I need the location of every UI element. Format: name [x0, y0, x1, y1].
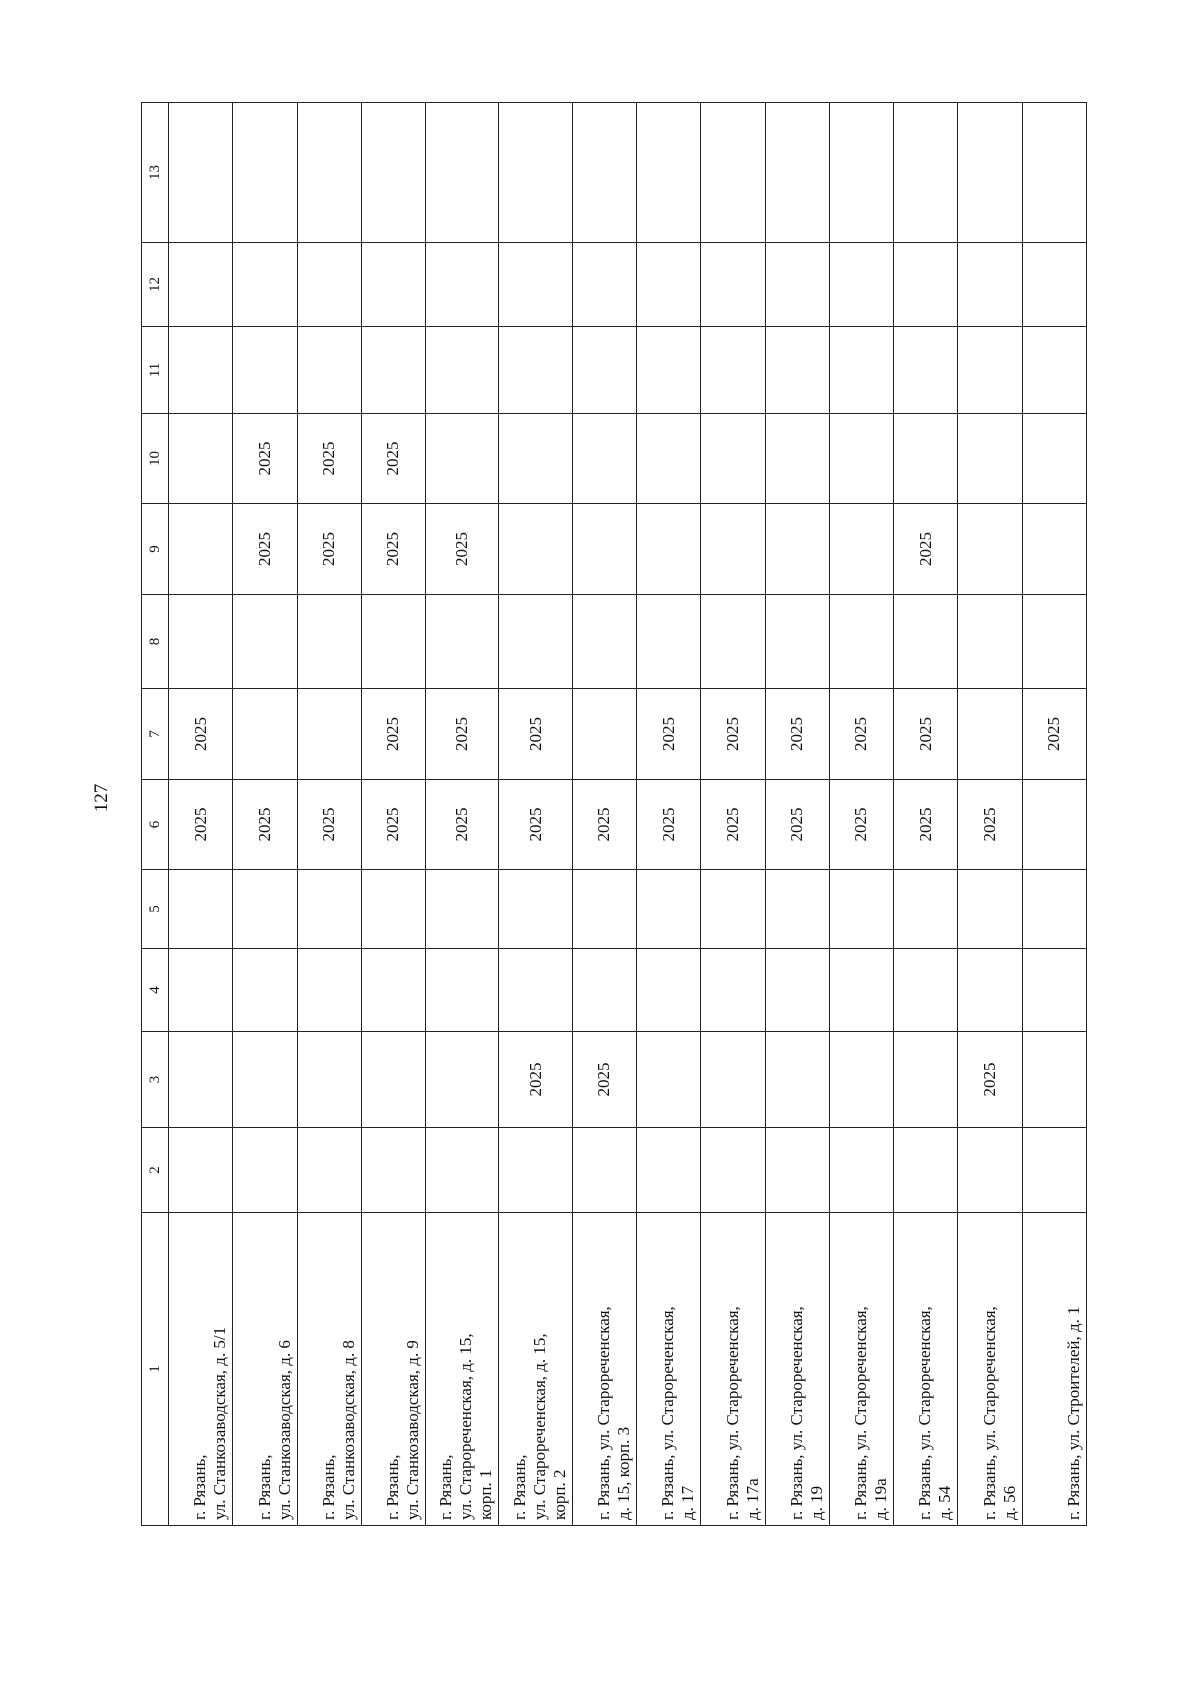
year-cell-col-6: 2025: [499, 780, 572, 870]
address-cell: г. Рязань, ул. Станкозаводская, д. 5/1: [169, 1213, 233, 1526]
year-cell-col-10: [1022, 414, 1086, 504]
year-cell-col-3: [829, 1032, 893, 1128]
year-cell-col-3: 2025: [572, 1032, 636, 1128]
year-cell-col-10: 2025: [233, 414, 297, 504]
year-cell-col-2: [426, 1128, 499, 1213]
year-cell-col-5: [169, 870, 233, 949]
year-cell-col-7: 2025: [829, 689, 893, 780]
year-cell-col-3: [169, 1032, 233, 1128]
year-cell-col-4: [701, 949, 765, 1032]
year-cell-col-4: [169, 949, 233, 1032]
year-cell-col-4: [829, 949, 893, 1032]
address-cell: г. Рязань, ул. Старореченская, д. 17а: [701, 1213, 765, 1526]
year-cell-col-11: [297, 327, 361, 414]
year-cell-col-4: [361, 949, 425, 1032]
year-cell-col-6: [1022, 780, 1086, 870]
table-row: [233, 103, 297, 1526]
year-cell-col-11: [499, 327, 572, 414]
column-header-6: 6: [142, 780, 169, 870]
year-cell-col-5: [572, 870, 636, 949]
year-cell-col-8: [1022, 595, 1086, 689]
year-cell-col-13: [829, 103, 893, 243]
year-cell-col-8: [701, 595, 765, 689]
address-cell: г. Рязань, ул. Станкозаводская, д. 9: [361, 1213, 425, 1526]
year-cell-col-13: [958, 103, 1022, 243]
year-cell-col-11: [637, 327, 701, 414]
year-cell-col-10: [499, 414, 572, 504]
year-cell-col-4: [894, 949, 958, 1032]
year-cell-col-12: [233, 243, 297, 327]
year-cell-col-10: 2025: [297, 414, 361, 504]
year-cell-col-11: [572, 327, 636, 414]
year-cell-col-2: [361, 1128, 425, 1213]
year-cell-col-12: [829, 243, 893, 327]
year-cell-col-2: [233, 1128, 297, 1213]
year-cell-col-9: [765, 504, 829, 595]
year-cell-col-10: [701, 414, 765, 504]
year-cell-col-13: [426, 103, 499, 243]
year-cell-col-4: [572, 949, 636, 1032]
year-cell-col-8: [765, 595, 829, 689]
year-cell-col-2: [572, 1128, 636, 1213]
year-cell-col-7: [572, 689, 636, 780]
year-cell-col-12: [499, 243, 572, 327]
year-cell-col-13: [765, 103, 829, 243]
year-cell-col-12: [361, 243, 425, 327]
year-cell-col-5: [958, 870, 1022, 949]
year-cell-col-7: 2025: [637, 689, 701, 780]
table-row: [297, 103, 361, 1526]
table-body: [169, 103, 1087, 1526]
year-cell-col-11: [233, 327, 297, 414]
year-cell-col-13: [499, 103, 572, 243]
year-cell-col-4: [637, 949, 701, 1032]
year-cell-col-13: [1022, 103, 1086, 243]
year-cell-col-3: 2025: [958, 1032, 1022, 1128]
year-cell-col-8: [958, 595, 1022, 689]
year-cell-col-10: [958, 414, 1022, 504]
year-cell-col-9: 2025: [297, 504, 361, 595]
year-cell-col-3: [637, 1032, 701, 1128]
year-cell-col-6: 2025: [701, 780, 765, 870]
year-cell-col-13: [361, 103, 425, 243]
table-row: [426, 103, 499, 1526]
year-cell-col-3: [1022, 1032, 1086, 1128]
column-header-2: 2: [142, 1128, 169, 1213]
year-cell-col-6: 2025: [572, 780, 636, 870]
year-cell-col-4: [765, 949, 829, 1032]
year-cell-col-12: [1022, 243, 1086, 327]
year-cell-col-12: [637, 243, 701, 327]
year-cell-col-7: [233, 689, 297, 780]
year-cell-col-5: [426, 870, 499, 949]
year-cell-col-7: 2025: [894, 689, 958, 780]
address-cell: г. Рязань, ул. Старореченская, д. 15, корп. 1: [426, 1213, 499, 1526]
year-cell-col-5: [233, 870, 297, 949]
year-cell-col-12: [297, 243, 361, 327]
table-row: [499, 103, 572, 1526]
address-cell: г. Рязань, ул. Старореченская, д. 17: [637, 1213, 701, 1526]
year-cell-col-7: 2025: [701, 689, 765, 780]
year-cell-col-7: [958, 689, 1022, 780]
year-cell-col-13: [894, 103, 958, 243]
year-cell-col-13: [701, 103, 765, 243]
address-cell: г. Рязань, ул. Станкозаводская, д. 6: [233, 1213, 297, 1526]
table-row: [361, 103, 425, 1526]
year-cell-col-13: [637, 103, 701, 243]
year-cell-col-10: [765, 414, 829, 504]
column-header-12: 12: [142, 243, 169, 327]
column-header-1: 1: [142, 1213, 169, 1526]
year-cell-col-9: [958, 504, 1022, 595]
year-cell-col-10: [572, 414, 636, 504]
column-header-11: 11: [142, 327, 169, 414]
header-row: [142, 103, 169, 1526]
year-cell-col-4: [233, 949, 297, 1032]
year-cell-col-5: [829, 870, 893, 949]
year-cell-col-2: [958, 1128, 1022, 1213]
year-cell-col-6: 2025: [233, 780, 297, 870]
year-cell-col-11: [1022, 327, 1086, 414]
year-cell-col-6: 2025: [958, 780, 1022, 870]
address-cell: г. Рязань, ул. Станкозаводская, д. 8: [297, 1213, 361, 1526]
page-number: 127: [91, 783, 112, 813]
year-cell-col-2: [829, 1128, 893, 1213]
table-row: [829, 103, 893, 1526]
year-cell-col-8: [233, 595, 297, 689]
address-cell: г. Рязань, ул. Старореченская, д. 54: [894, 1213, 958, 1526]
year-cell-col-11: [894, 327, 958, 414]
year-cell-col-8: [499, 595, 572, 689]
year-cell-col-3: [894, 1032, 958, 1128]
year-cell-col-12: [169, 243, 233, 327]
year-cell-col-12: [426, 243, 499, 327]
year-cell-col-9: 2025: [233, 504, 297, 595]
table-row: [572, 103, 636, 1526]
year-cell-col-10: [829, 414, 893, 504]
year-cell-col-10: [894, 414, 958, 504]
year-cell-col-12: [572, 243, 636, 327]
year-cell-col-11: [829, 327, 893, 414]
year-cell-col-9: [1022, 504, 1086, 595]
year-cell-col-11: [765, 327, 829, 414]
year-cell-col-9: [499, 504, 572, 595]
table-row: [1022, 103, 1086, 1526]
year-cell-col-3: [426, 1032, 499, 1128]
year-cell-col-8: [426, 595, 499, 689]
year-cell-col-6: 2025: [361, 780, 425, 870]
year-cell-col-7: 2025: [499, 689, 572, 780]
year-cell-col-13: [572, 103, 636, 243]
column-header-13: 13: [142, 103, 169, 243]
year-cell-col-3: [297, 1032, 361, 1128]
year-cell-col-8: [894, 595, 958, 689]
address-cell: г. Рязань, ул. Строителей, д. 1: [1022, 1213, 1086, 1526]
year-cell-col-8: [361, 595, 425, 689]
year-cell-col-2: [894, 1128, 958, 1213]
column-header-9: 9: [142, 504, 169, 595]
column-header-7: 7: [142, 689, 169, 780]
year-cell-col-5: [1022, 870, 1086, 949]
year-cell-col-6: 2025: [637, 780, 701, 870]
year-cell-col-3: 2025: [499, 1032, 572, 1128]
year-cell-col-6: 2025: [169, 780, 233, 870]
year-cell-col-12: [894, 243, 958, 327]
year-cell-col-9: [637, 504, 701, 595]
year-cell-col-9: 2025: [894, 504, 958, 595]
year-cell-col-2: [765, 1128, 829, 1213]
schedule-table: [141, 102, 1087, 1526]
year-cell-col-3: [701, 1032, 765, 1128]
year-cell-col-2: [169, 1128, 233, 1213]
year-cell-col-5: [765, 870, 829, 949]
year-cell-col-5: [701, 870, 765, 949]
year-cell-col-8: [297, 595, 361, 689]
year-cell-col-2: [637, 1128, 701, 1213]
year-cell-col-5: [297, 870, 361, 949]
table-row: [894, 103, 958, 1526]
year-cell-col-4: [1022, 949, 1086, 1032]
year-cell-col-9: 2025: [426, 504, 499, 595]
year-cell-col-8: [637, 595, 701, 689]
year-cell-col-3: [765, 1032, 829, 1128]
year-cell-col-4: [499, 949, 572, 1032]
year-cell-col-2: [701, 1128, 765, 1213]
year-cell-col-8: [572, 595, 636, 689]
table-row: [958, 103, 1022, 1526]
year-cell-col-4: [297, 949, 361, 1032]
year-cell-col-6: 2025: [829, 780, 893, 870]
year-cell-col-9: [572, 504, 636, 595]
year-cell-col-9: [829, 504, 893, 595]
year-cell-col-13: [297, 103, 361, 243]
year-cell-col-10: [637, 414, 701, 504]
year-cell-col-10: [426, 414, 499, 504]
year-cell-col-7: 2025: [361, 689, 425, 780]
year-cell-col-7: 2025: [1022, 689, 1086, 780]
column-header-4: 4: [142, 949, 169, 1032]
address-cell: г. Рязань, ул. Старореченская, д. 15, корп. 3: [572, 1213, 636, 1526]
year-cell-col-11: [169, 327, 233, 414]
year-cell-col-8: [829, 595, 893, 689]
year-cell-col-2: [1022, 1128, 1086, 1213]
year-cell-col-2: [297, 1128, 361, 1213]
year-cell-col-5: [361, 870, 425, 949]
table-row: [765, 103, 829, 1526]
year-cell-col-5: [894, 870, 958, 949]
column-header-8: 8: [142, 595, 169, 689]
year-cell-col-5: [637, 870, 701, 949]
year-cell-col-7: 2025: [426, 689, 499, 780]
year-cell-col-2: [499, 1128, 572, 1213]
year-cell-col-12: [701, 243, 765, 327]
year-cell-col-9: [169, 504, 233, 595]
year-cell-col-3: [233, 1032, 297, 1128]
column-header-3: 3: [142, 1032, 169, 1128]
year-cell-col-7: [297, 689, 361, 780]
year-cell-col-3: [361, 1032, 425, 1128]
table-row: [637, 103, 701, 1526]
year-cell-col-9: [701, 504, 765, 595]
table-row: [701, 103, 765, 1526]
year-cell-col-4: [426, 949, 499, 1032]
year-cell-col-6: 2025: [297, 780, 361, 870]
schedule-table-container: [141, 103, 1087, 1526]
address-cell: г. Рязань, ул. Старореченская, д. 19: [765, 1213, 829, 1526]
year-cell-col-6: 2025: [894, 780, 958, 870]
address-cell: г. Рязань, ул. Старореченская, д. 56: [958, 1213, 1022, 1526]
year-cell-col-6: 2025: [765, 780, 829, 870]
address-cell: г. Рязань, ул. Старореченская, д. 15, корп. 2: [499, 1213, 572, 1526]
year-cell-col-10: 2025: [361, 414, 425, 504]
year-cell-col-5: [499, 870, 572, 949]
year-cell-col-10: [169, 414, 233, 504]
year-cell-col-8: [169, 595, 233, 689]
year-cell-col-7: 2025: [765, 689, 829, 780]
year-cell-col-13: [169, 103, 233, 243]
year-cell-col-6: 2025: [426, 780, 499, 870]
year-cell-col-11: [361, 327, 425, 414]
year-cell-col-13: [233, 103, 297, 243]
table-row: [169, 103, 233, 1526]
address-cell: г. Рязань, ул. Старореченская, д. 19а: [829, 1213, 893, 1526]
year-cell-col-4: [958, 949, 1022, 1032]
column-header-5: 5: [142, 870, 169, 949]
year-cell-col-12: [765, 243, 829, 327]
column-header-10: 10: [142, 414, 169, 504]
year-cell-col-11: [958, 327, 1022, 414]
year-cell-col-9: 2025: [361, 504, 425, 595]
year-cell-col-11: [701, 327, 765, 414]
year-cell-col-11: [426, 327, 499, 414]
year-cell-col-12: [958, 243, 1022, 327]
year-cell-col-7: 2025: [169, 689, 233, 780]
